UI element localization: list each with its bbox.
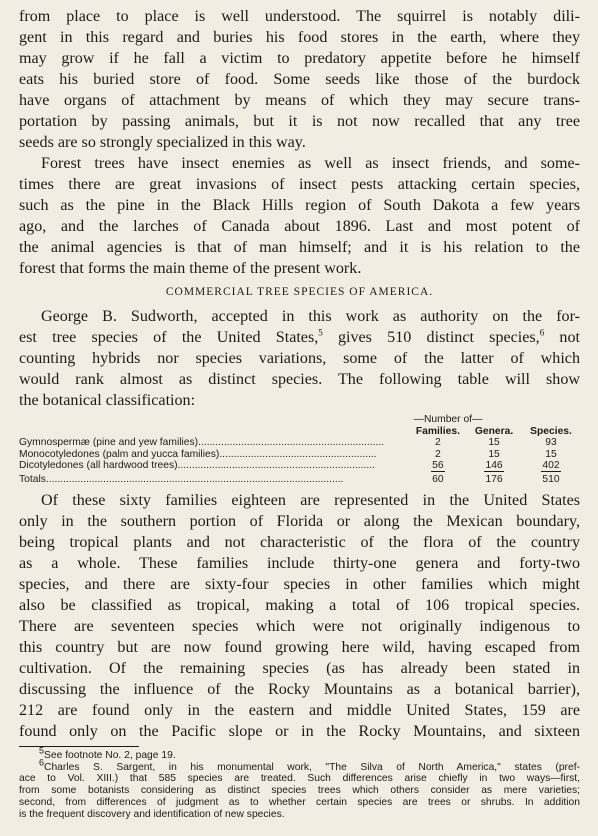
total-families: 60: [432, 473, 444, 485]
table-totals-row: [19, 472, 580, 486]
cell-genera: 15: [488, 437, 500, 448]
footnote-mark: 6: [39, 757, 45, 768]
text-line: such as the pine in the Black Hills region of South Dakota a few years: [19, 197, 580, 214]
text-line: times there are great invasions of insect pests attacking certain species,: [19, 176, 580, 193]
footnotes: [19, 745, 580, 820]
text-line: also be classified as tropical, making a total of 106 tropical species.: [19, 597, 580, 614]
text-line: this country but are now found growing here wild, having escaped from: [19, 639, 580, 656]
footnote-text: Charles S. Sargent, in his monumental work, "The Silva of North America," states (pref-: [44, 761, 580, 773]
cell-families: 2: [435, 437, 441, 448]
footnote-divider: [19, 746, 139, 747]
text-line: George B. Sudworth, accepted in this work as authority on the for-: [41, 308, 580, 325]
text-line: gent in this regard and buries his food stores in the earth, where they: [19, 29, 580, 46]
forest-paragraph: [19, 153, 580, 279]
text-span: gives 510 distinct species,: [322, 329, 540, 346]
group-header: —Number of—: [413, 414, 483, 425]
cell-families: 2: [435, 448, 441, 460]
text-line: counting hybrids nor species variations, some of the latter of which: [19, 350, 580, 367]
cell-genera: 15: [488, 448, 500, 460]
text-line: Forest trees have insect enemies as well as insect friends, and some-: [41, 155, 580, 172]
text-line: may grow if he fall a victim to predatory appetite before he himself: [19, 50, 580, 67]
text-line: would rank almost as distinct species. The following table will show: [19, 371, 580, 388]
table-group-header-row: [19, 414, 580, 426]
footnote-line: from some botanists considering as distinct species trees which others consider as mere varieties;: [19, 785, 580, 797]
cell-species: 93: [545, 437, 557, 448]
text-line: as a whole. These families include thirty-one genera and forty-two: [19, 555, 580, 572]
footnote-text: See footnote No. 2, page 19.: [44, 750, 176, 761]
row-label: Gymnospermæ (pine and yew families).................................................................: [19, 437, 385, 448]
footnote-line: ace to Vol. XIII.) that 585 species are treated. Such differences arise chiefly in two ways—first,: [19, 773, 580, 785]
table-row: [19, 449, 580, 461]
cell-species: 15: [545, 448, 557, 460]
text-line: eats his buried store of food. Some seeds like those of the burdock: [19, 71, 580, 88]
text-line: have organs of attachment by means of which they may secure trans-: [19, 92, 580, 109]
text-line: portation by passing animals, but it is not now recalled that any tree: [19, 113, 580, 130]
text-line: the animal agencies is that of man himself; and it is his relation to the: [19, 239, 580, 256]
column-header-genera: Genera.: [474, 425, 514, 437]
footnote-ref-5: 5: [318, 327, 323, 338]
total-genera: 176: [485, 473, 503, 485]
footnote-line: is the frequent discovery and identification of new species.: [19, 808, 285, 820]
text-line: the botanical classification:: [19, 392, 196, 409]
classification-table: [19, 414, 580, 485]
column-header-species: Species.: [530, 425, 572, 437]
table-header-row: [19, 426, 580, 438]
text-line: cultivation. Of the remaining species (as has already been stated in: [19, 660, 580, 677]
footnote-6: [19, 757, 580, 774]
families-paragraph: [19, 490, 580, 742]
row-label: Dicotyledones (all hardwood trees).....................................................................: [19, 460, 375, 471]
text-line: from place to place is well understood. The squirrel is notably dili-: [19, 8, 580, 25]
totals-label: Totals........................................................................................................: [19, 473, 344, 485]
text-line: ago, and the larches of Canada about 1896. Last and most potent of: [19, 218, 580, 235]
text-span: not: [544, 329, 580, 346]
footnote-ref-6: 6: [539, 327, 545, 338]
total-species: 510: [542, 473, 560, 485]
row-label: Monocotyledones (palm and yucca families).......................................................: [19, 448, 377, 460]
text-line: found only on the Pacific slope or in the Rocky Mountains, and sixteen: [19, 723, 580, 740]
intro-paragraph: [19, 6, 580, 153]
text-line: seeds are so strongly specialized in this way.: [19, 134, 306, 151]
section-heading: COMMERCIAL TREE SPECIES OF AMERICA.: [165, 286, 434, 298]
text-line: only in the southern portion of Florida or along the Mexican boundary,: [19, 513, 580, 530]
footnote-line: second, from differences of judgment as to whether certain species are trees or shrubs. In addition: [19, 796, 580, 808]
cell-genera: 146: [485, 460, 503, 471]
table-row: [19, 460, 580, 472]
cell-species: 402: [542, 460, 560, 471]
cell-families: 56: [432, 460, 444, 471]
text-line: There are seventeen species which were not originally indigenous to: [19, 618, 580, 635]
table-row: [19, 437, 580, 449]
text-line: Of these sixty families eighteen are represented in the United States: [41, 492, 580, 509]
column-header-families: Families.: [415, 425, 460, 437]
text-line: 212 are found only in the eastern and middle United States, 159 are: [19, 702, 580, 719]
text-line: being tropical plants and not characteristic of the flora of the country: [19, 534, 580, 551]
footnote-5: [19, 745, 580, 762]
text-line: forest that forms the main theme of the present work.: [19, 260, 362, 277]
text-span: est tree species of the United States,: [19, 329, 319, 346]
text-line: species, and there are sixty-four species in other families which might: [19, 576, 580, 593]
text-line: discussing the influence of the Rocky Mountains as a botanical barrier),: [19, 681, 580, 698]
text-line: [19, 327, 580, 348]
footnote-mark: 5: [39, 745, 45, 756]
sudworth-paragraph: [19, 306, 580, 411]
